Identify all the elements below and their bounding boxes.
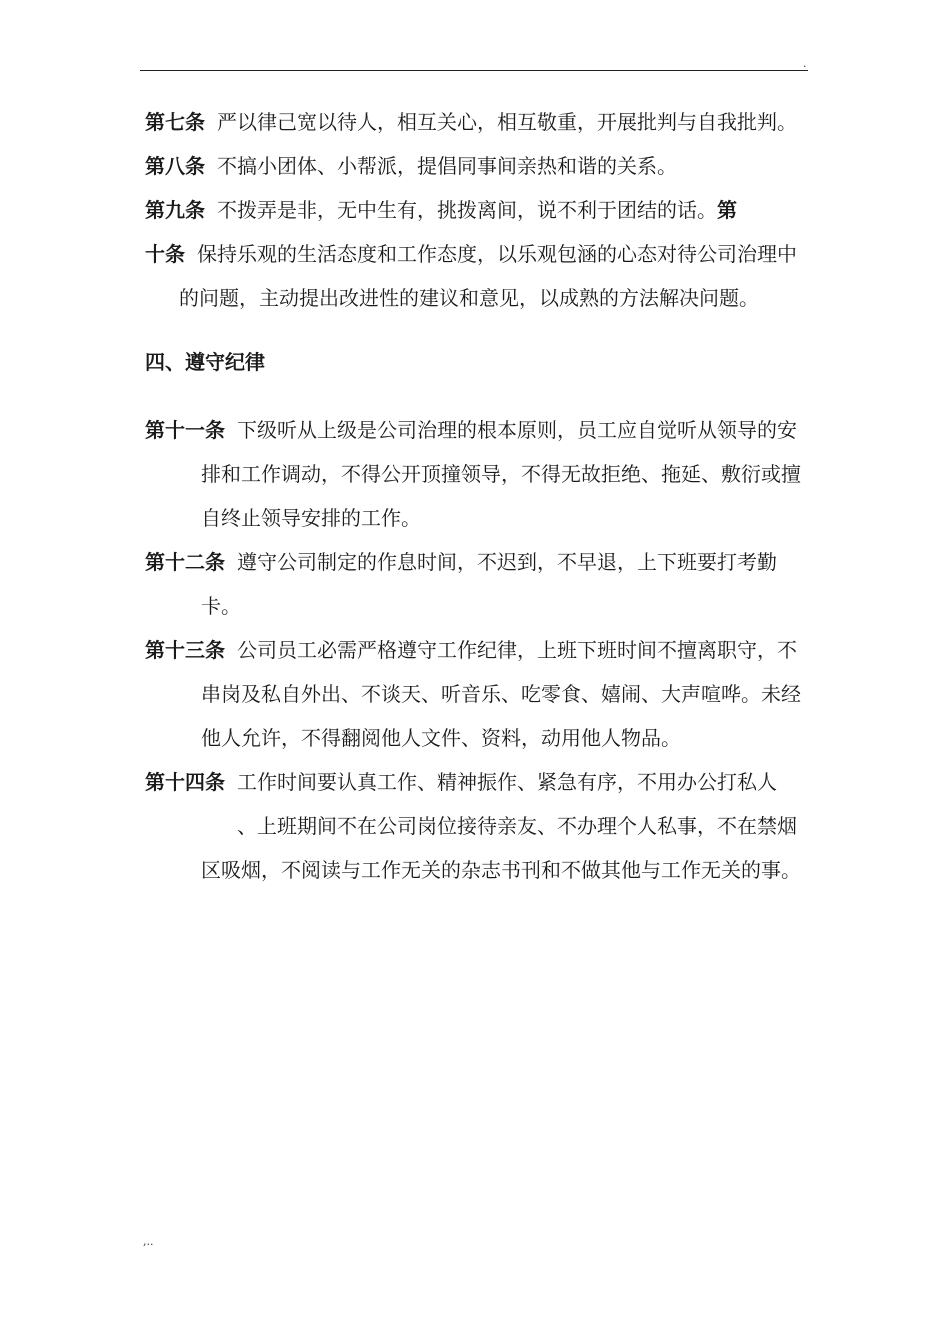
article-number: 第十一条: [145, 418, 225, 442]
article-11: [145, 408, 810, 540]
article-number: 第七条: [145, 110, 205, 134]
article-text: 遵守公司制定的作息时间，不迟到，不早退，上下班要打考勤卡。: [201, 550, 777, 618]
article-number: 第十四条: [145, 770, 225, 794]
article-8: [145, 144, 810, 188]
article-number: 第十二条: [145, 550, 225, 574]
article-text: 保持乐观的生活态度和工作态度，以乐观包涵的心态对待公司治理中的问题，主动提出改进性的建议和意见，以成熟的方法解决问题。: [179, 242, 797, 310]
article-10-number-start: 第: [717, 198, 737, 222]
article-text: 不搞小团体、小帮派，提倡同事间亲热和谐的关系。: [217, 154, 677, 178]
page-content: [145, 100, 810, 892]
article-text: 下级听从上级是公司治理的根本原则，员工应自觉听从领导的安排和工作调动，不得公开顶撞领导，不得无故拒绝、拖延、敷衍或擅自终止领导安排的工作。: [201, 418, 801, 530]
article-text: 不拨弄是非，无中生有，挑拨离间，说不利于团结的话。: [217, 198, 717, 222]
section-heading: 四、遵守纪律: [145, 350, 265, 374]
article-text-part1: 工作时间要认真工作、精神振作、紧急有序，不用办公打私人: [237, 770, 777, 794]
article-7: [145, 100, 810, 144]
article-14: [145, 760, 810, 892]
header-dot: .: [803, 57, 807, 70]
article-number: 第十三条: [145, 638, 225, 662]
article-text: 公司员工必需严格遵守工作纪律，上班下班时间不擅离职守，不串岗及私自外出、不谈天、听音乐、吃零食、嬉闹、大声喧哗。未经他人允许，不得翻阅他人文件、资料，动用他人物品。: [201, 638, 801, 750]
footer-mark: ,..: [143, 1235, 154, 1248]
article-text-part2: 、上班期间不在公司岗位接待亲友、不办理个人私事，不在禁烟区吸烟，不阅读与工作无关的杂志书刊和不做其他与工作无关的事。: [201, 814, 801, 882]
article-10: [145, 232, 810, 320]
article-number: 第九条: [145, 198, 205, 222]
header-rule: [140, 70, 808, 71]
article-number: 十条: [145, 242, 185, 266]
article-13: [145, 628, 810, 760]
article-text: 严以律己宽以待人，相互关心，相互敬重，开展批判与自我批判。: [217, 110, 797, 134]
article-number: 第八条: [145, 154, 205, 178]
article-9: [145, 188, 810, 232]
article-12: [145, 540, 810, 628]
